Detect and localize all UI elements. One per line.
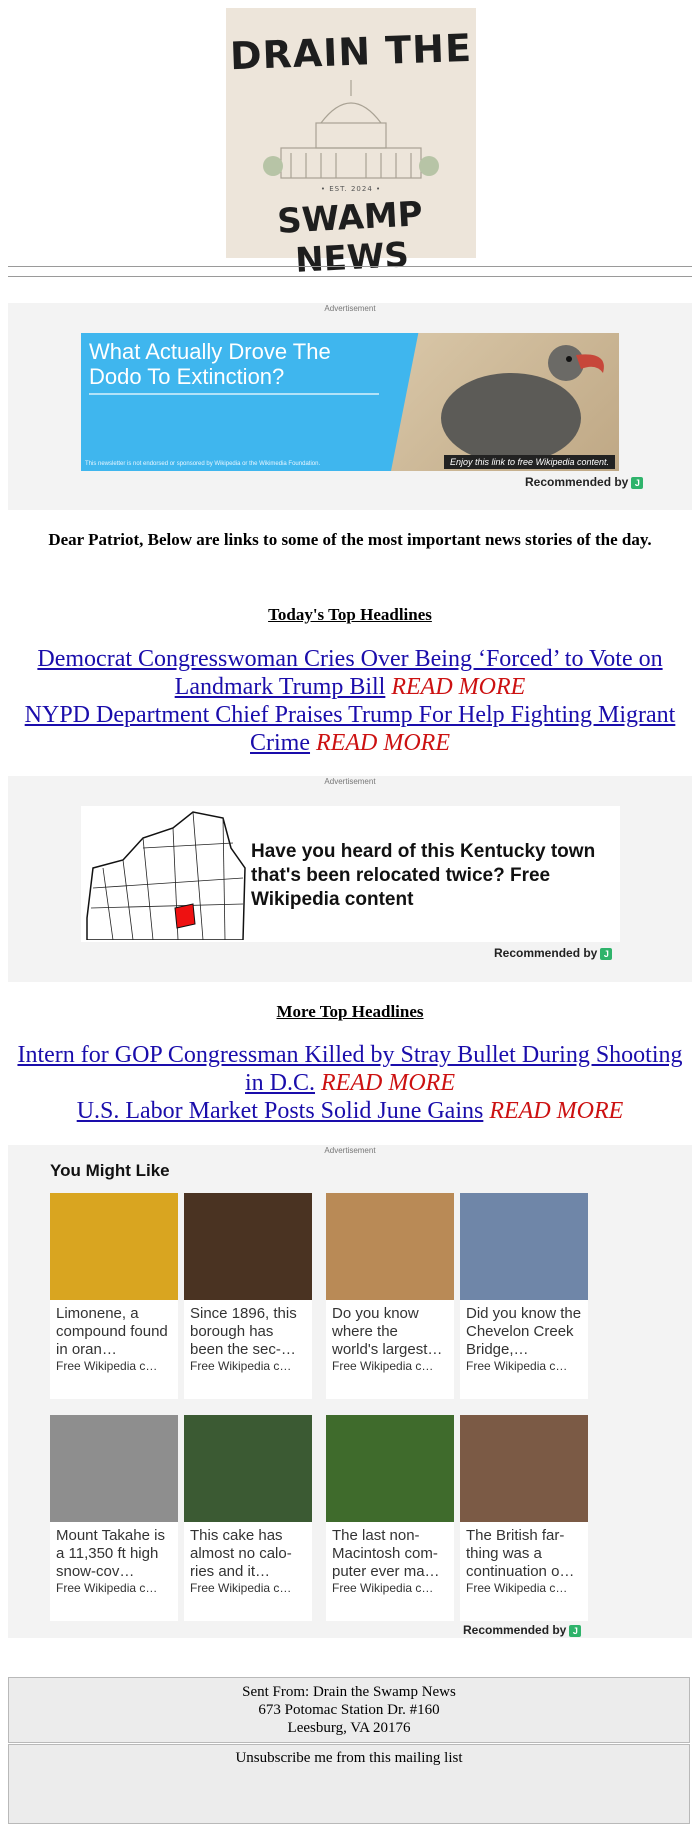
banner-rule bbox=[89, 393, 379, 395]
card-source: Free Wikipedia c… bbox=[190, 1581, 292, 1595]
divider-top bbox=[8, 266, 692, 267]
footer-address bbox=[8, 1677, 690, 1743]
card-source: Free Wikipedia c… bbox=[466, 1359, 568, 1373]
headline-3 bbox=[8, 1041, 692, 1097]
j-logo-icon-2: J bbox=[600, 948, 612, 960]
headline-4-link[interactable]: U.S. Labor Market Posts Solid June Gains bbox=[76, 1098, 484, 1124]
recommendation-card[interactable] bbox=[460, 1193, 588, 1399]
headline-4-read-more[interactable]: READ MORE bbox=[489, 1098, 624, 1124]
card-title: Did you know the Chevelon Creek Bridge,… bbox=[466, 1305, 582, 1358]
card-image bbox=[460, 1193, 588, 1300]
dodo-banner-headline: What Actually Drove The Dodo To Extinction? bbox=[89, 339, 331, 389]
headline-2 bbox=[8, 701, 692, 757]
section-title-today: Today's Top Headlines bbox=[268, 605, 432, 624]
recommended-by-label-3: Recommended by bbox=[463, 1623, 567, 1637]
newsletter-logo bbox=[226, 8, 476, 281]
recommended-by-label-2: Recommended by bbox=[494, 946, 598, 960]
recommendation-card[interactable] bbox=[50, 1193, 178, 1399]
card-source: Free Wikipedia c… bbox=[466, 1581, 568, 1595]
card-title: The last non-Macintosh com-puter ever ma… bbox=[332, 1527, 440, 1580]
headline-1-link[interactable]: Democrat Congresswoman Cries Over Being ‘Forced’ to Vote on Landmark Trump Bill bbox=[37, 646, 663, 700]
card-source: Free Wikipedia c… bbox=[56, 1359, 158, 1373]
card-title: The British far-thing was a continuation o… bbox=[466, 1527, 575, 1580]
recommendation-card[interactable] bbox=[326, 1193, 454, 1399]
card-image bbox=[184, 1193, 312, 1300]
card-title: Mount Takahe is a 11,350 ft high snow-cov… bbox=[56, 1527, 165, 1580]
dodo-caption: Enjoy this link to free Wikipedia content. bbox=[444, 455, 615, 469]
recommended-by-3[interactable] bbox=[463, 1623, 581, 1637]
headline-1 bbox=[8, 645, 692, 701]
j-logo-icon: J bbox=[631, 477, 643, 489]
recommended-by[interactable] bbox=[525, 475, 643, 489]
card-title: Limonene, a compound found in oran… bbox=[56, 1305, 168, 1358]
unsubscribe-link[interactable]: Unsubscribe me from this mailing list bbox=[235, 1750, 463, 1766]
card-source: Free Wikipedia c… bbox=[56, 1581, 158, 1595]
j-logo-icon-3: J bbox=[569, 1625, 581, 1637]
recommendation-card[interactable] bbox=[50, 1415, 178, 1621]
card-title: Do you know where the world's largest… bbox=[332, 1305, 443, 1358]
headline-4 bbox=[8, 1097, 692, 1125]
card-source: Free Wikipedia c… bbox=[332, 1359, 434, 1373]
you-might-like-title: You Might Like bbox=[50, 1161, 170, 1180]
logo-line-1: DRAIN THE bbox=[229, 25, 473, 79]
kentucky-banner[interactable] bbox=[81, 806, 620, 942]
dodo-bird-image bbox=[391, 333, 619, 471]
kentucky-banner-text: Have you heard of this Kentucky town that's been relocated twice? Free Wikipedia content bbox=[251, 841, 596, 910]
capitol-building-icon bbox=[261, 78, 441, 188]
card-image bbox=[50, 1415, 178, 1522]
headline-1-read-more[interactable]: READ MORE bbox=[391, 674, 526, 700]
ad-label: Advertisement bbox=[324, 304, 376, 313]
advertisement-dodo bbox=[8, 303, 692, 510]
headline-3-read-more[interactable]: READ MORE bbox=[321, 1070, 455, 1096]
headline-2-link[interactable]: NYPD Department Chief Praises Trump For Help Fighting Migrant Crime bbox=[24, 702, 676, 756]
ad-label-3: Advertisement bbox=[324, 1146, 376, 1155]
card-image bbox=[326, 1415, 454, 1522]
intro-greeting: Dear Patriot, Below are links to some of the most important news stories of the day. bbox=[48, 530, 652, 549]
footer-unsubscribe bbox=[8, 1744, 690, 1824]
recommendation-card[interactable] bbox=[460, 1415, 588, 1621]
headline-2-read-more[interactable]: READ MORE bbox=[316, 730, 450, 756]
card-title: Since 1896, this borough has been the sec-… bbox=[190, 1305, 297, 1358]
card-title: This cake has almost no calo-ries and it… bbox=[190, 1527, 292, 1580]
card-image bbox=[460, 1415, 588, 1522]
dodo-disclaimer: This newsletter is not endorsed or sponsored by Wikipedia or the Wikimedia Foundation. bbox=[85, 461, 321, 467]
section-title-more: More Top Headlines bbox=[276, 1002, 424, 1021]
recommended-by-2[interactable] bbox=[494, 946, 612, 960]
recommendation-card[interactable] bbox=[326, 1415, 454, 1621]
advertisement-you-might-like bbox=[8, 1145, 692, 1638]
card-source: Free Wikipedia c… bbox=[190, 1359, 292, 1373]
card-image bbox=[184, 1415, 312, 1522]
divider-bottom bbox=[8, 276, 692, 277]
recommendation-card[interactable] bbox=[184, 1193, 312, 1399]
kentucky-map-image bbox=[83, 808, 249, 940]
footer-address-line-2: Leesburg, VA 20176 bbox=[287, 1720, 411, 1736]
ad-label-2: Advertisement bbox=[324, 777, 376, 786]
logo-line-2: SWAMP NEWS bbox=[276, 194, 424, 281]
dodo-banner[interactable] bbox=[81, 333, 619, 471]
card-source: Free Wikipedia c… bbox=[332, 1581, 434, 1595]
headline-3-link[interactable]: Intern for GOP Congressman Killed by Stray Bullet During Shooting in D.C. bbox=[17, 1042, 683, 1096]
card-image bbox=[326, 1193, 454, 1300]
recommendation-card[interactable] bbox=[184, 1415, 312, 1621]
logo-established: • EST. 2024 • bbox=[320, 185, 382, 193]
footer-sent-from: Sent From: Drain the Swamp News bbox=[242, 1684, 456, 1700]
advertisement-kentucky bbox=[8, 776, 692, 982]
recommended-by-label: Recommended by bbox=[525, 475, 629, 489]
card-image bbox=[50, 1193, 178, 1300]
footer-address-line-1: 673 Potomac Station Dr. #160 bbox=[258, 1702, 440, 1718]
